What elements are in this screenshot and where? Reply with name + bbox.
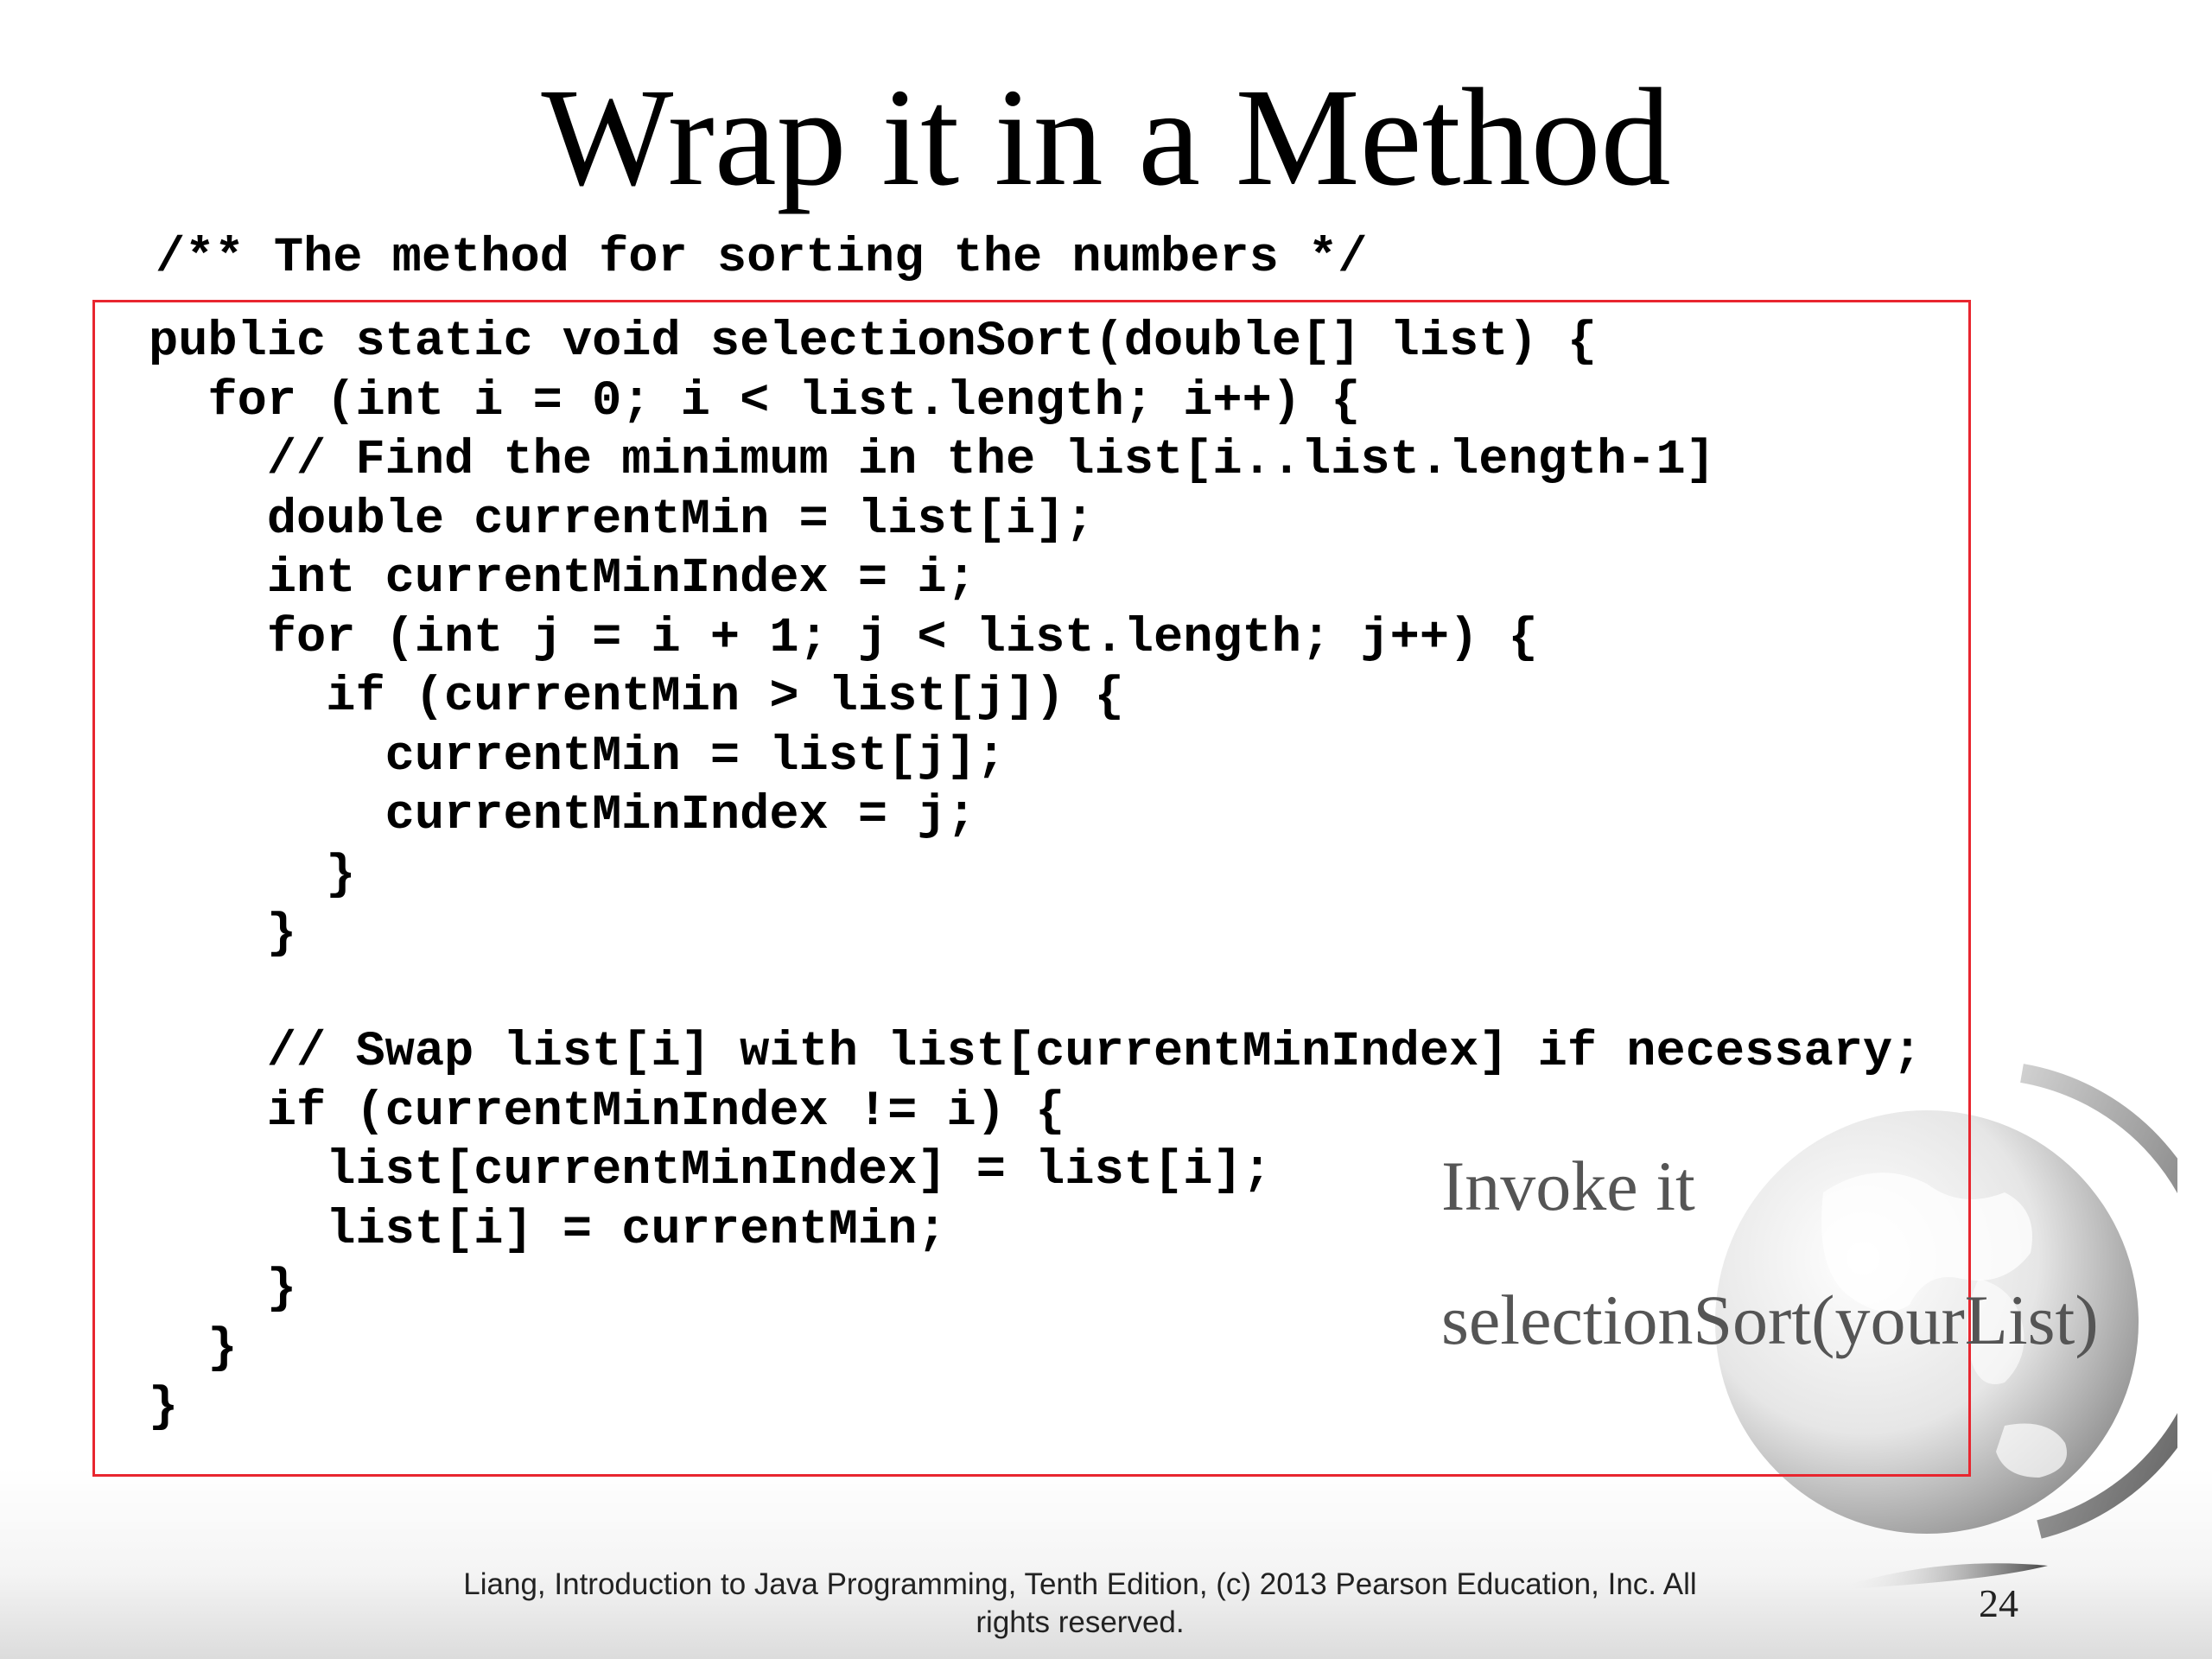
invoke-label: Invoke it bbox=[1441, 1147, 1695, 1225]
code-line: currentMin = list[j]; bbox=[149, 728, 1006, 785]
code-line: double currentMin = list[i]; bbox=[149, 492, 1095, 548]
slide-title: Wrap it in a Method bbox=[541, 60, 1671, 215]
code-line: } bbox=[149, 1380, 179, 1435]
code-line: currentMinIndex = j; bbox=[149, 788, 976, 843]
code-line: } bbox=[149, 847, 356, 903]
code-line: list[i] = currentMin; bbox=[149, 1202, 947, 1258]
code-line: public static void selectionSort(double[] list) { bbox=[149, 315, 1598, 370]
code-block bbox=[149, 313, 1922, 1438]
code-line: if (currentMin > list[j]) { bbox=[149, 670, 1124, 725]
swoosh-icon bbox=[1832, 1555, 2056, 1607]
code-line: for (int j = i + 1; j < list.length; j++) { bbox=[149, 610, 1538, 666]
code-line: if (currentMinIndex != i) { bbox=[149, 1084, 1065, 1140]
code-line: } bbox=[149, 1262, 297, 1317]
code-line: int currentMinIndex = i; bbox=[149, 551, 976, 607]
code-line: // Swap list[i] with list[currentMinIndex] if necessary; bbox=[149, 1025, 1923, 1080]
page-number: 24 bbox=[1979, 1581, 2018, 1625]
doc-comment: /** The method for sorting the numbers */ bbox=[156, 231, 1368, 286]
code-line: // Find the minimum in the list[i..list.length-1] bbox=[149, 433, 1715, 488]
code-line bbox=[149, 964, 1922, 1024]
invoke-call: selectionSort(yourList) bbox=[1441, 1281, 2099, 1359]
code-line: } bbox=[149, 906, 297, 962]
code-line: } bbox=[149, 1320, 238, 1376]
code-line: list[currentMinIndex] = list[i]; bbox=[149, 1143, 1272, 1198]
code-line: for (int i = 0; i < list.length; i++) { bbox=[149, 373, 1361, 429]
footer-citation: Liang, Introduction to Java Programming, Tenth Edition, (c) 2013 Pearson Education, Inc. All rights reserved. bbox=[463, 1567, 1697, 1639]
